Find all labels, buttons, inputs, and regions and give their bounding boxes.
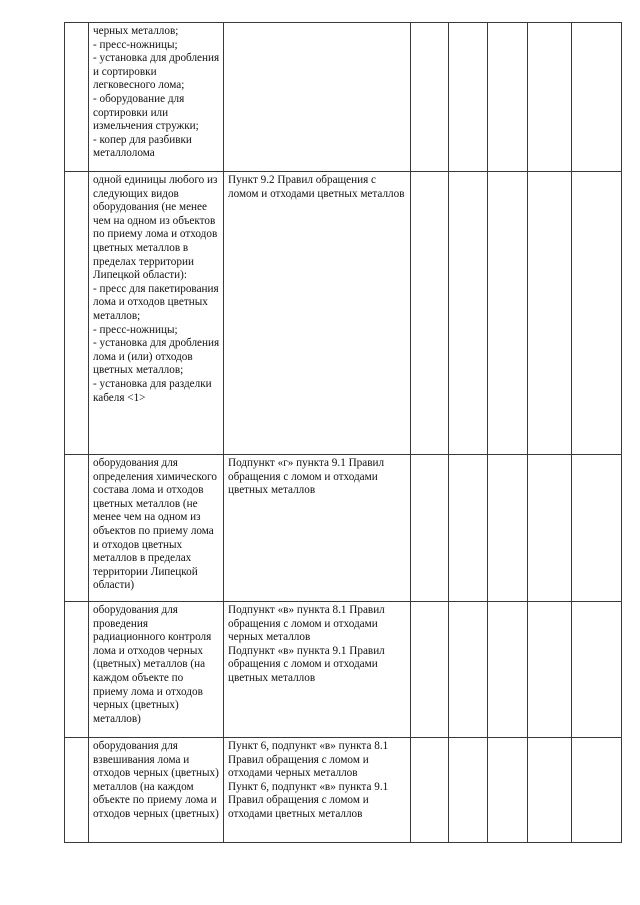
- requirement-cell: [89, 738, 224, 843]
- requirement-text: оборудования для проведения радиационного контроля лома и отходов черных (цветных) металлов (на каждом объекте по приему лома и отходов черных (цветных) металлов): [93, 604, 212, 725]
- notes-cell: [572, 23, 622, 172]
- answer-cell: [528, 172, 572, 455]
- answer-cell: [528, 455, 572, 602]
- notes-cell: [572, 602, 622, 738]
- requirement-cell: [89, 455, 224, 602]
- answer-cell: [449, 738, 488, 843]
- answer-cell: [488, 172, 528, 455]
- requirement-cell: [89, 172, 224, 455]
- reference-cell: [224, 455, 411, 602]
- table-row: [65, 602, 622, 738]
- answer-cell: [411, 23, 449, 172]
- reference-text: Подпункт «в» пункта 8.1 Правил обращения с ломом и отходами черных металлов Подпункт «в» пункта 9.1 Правил обращения с ломом и отходами цветных металлов: [228, 604, 385, 684]
- answer-cell: [449, 23, 488, 172]
- number-cell: [65, 738, 89, 843]
- reference-cell: [224, 172, 411, 455]
- answer-cell: [411, 602, 449, 738]
- answer-cell: [449, 172, 488, 455]
- table-row: [65, 738, 622, 843]
- number-cell: [65, 23, 89, 172]
- answer-cell: [528, 738, 572, 843]
- requirement-cell: [89, 23, 224, 172]
- table-row: [65, 455, 622, 602]
- table-row: [65, 172, 622, 455]
- reference-cell: [224, 738, 411, 843]
- requirement-text: оборудования для взвешивания лома и отходов черных (цветных) металлов (на каждом объекте по приему лома и отходов черных (цветных): [93, 740, 219, 820]
- answer-cell: [488, 602, 528, 738]
- answer-cell: [488, 23, 528, 172]
- number-cell: [65, 172, 89, 455]
- answer-cell: [411, 455, 449, 602]
- requirement-text: черных металлов; - пресс-ножницы; - установка для дробления и сортировки легковесного лома; - оборудование для сортировки или измельчения стружки; - копер для разбивки металлолома: [93, 25, 220, 160]
- reference-text: Пункт 9.2 Правил обращения с ломом и отходами цветных металлов: [228, 174, 405, 200]
- requirement-cell: [89, 602, 224, 738]
- reference-text: Пункт 6, подпункт «в» пункта 8.1 Правил обращения с ломом и отходами черных металлов Пункт 6, подпункт «в» пункта 9.1 Правил обращения с ломом и отходами цветных металлов: [228, 740, 389, 820]
- answer-cell: [449, 455, 488, 602]
- requirement-text: оборудования для определения химического состава лома и отходов цветных металлов (не менее чем на одном из объектов по приему лома и отходов цветных металлов в пределах территории Липецкой области): [93, 457, 217, 592]
- answer-cell: [488, 455, 528, 602]
- requirement-text: одной единицы любого из следующих видов оборудования (не менее чем на одном из объектов по приему лома и отходов цветных металлов в пределах территории Липецкой области): - пресс для пакетирования лома и отходов цветных металлов; - пресс-ножницы; - установка для дробления лома и (или) отходов цветных металлов; - установка для разделки кабеля <1>: [93, 174, 220, 404]
- notes-cell: [572, 455, 622, 602]
- table-row: [65, 23, 622, 172]
- answer-cell: [411, 172, 449, 455]
- reference-text: Подпункт «г» пункта 9.1 Правил обращения с ломом и отходами цветных металлов: [228, 457, 385, 497]
- answer-cell: [528, 23, 572, 172]
- answer-cell: [488, 738, 528, 843]
- answer-cell: [528, 602, 572, 738]
- number-cell: [65, 455, 89, 602]
- answer-cell: [449, 602, 488, 738]
- number-cell: [65, 602, 89, 738]
- answer-cell: [411, 738, 449, 843]
- reference-cell: [224, 602, 411, 738]
- notes-cell: [572, 738, 622, 843]
- requirements-table: [64, 22, 622, 843]
- notes-cell: [572, 172, 622, 455]
- reference-cell: [224, 23, 411, 172]
